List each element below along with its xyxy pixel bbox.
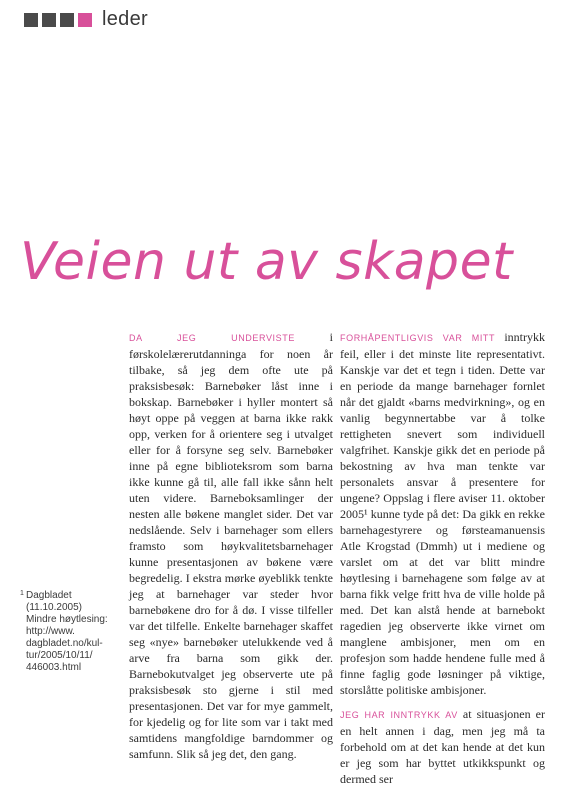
paragraph-lead: FORHÅPENTLIGVIS VAR MITT [340, 333, 496, 343]
section-header [24, 8, 148, 31]
paragraph-lead: JEG HAR INNTRYKK AV [340, 710, 458, 720]
footnote-text: Dagbladet (11.10.2005) Mindre høytlesing: http://www. dagbladet.no/kul- tur/2005/10/11/ 446003.html [26, 590, 108, 673]
article-paragraph [129, 329, 333, 762]
article-paragraph [340, 706, 545, 787]
article-headline: Veien ut av skapet [20, 232, 513, 292]
footnote [20, 590, 120, 674]
header-square [60, 13, 74, 27]
article-paragraph [340, 329, 545, 698]
footnote-number: 1 [20, 590, 24, 597]
paragraph-lead: DA JEG UNDERVISTE [129, 333, 295, 343]
article-column-right [340, 329, 545, 787]
paragraph-text: inntrykk feil, eller i det minste lite representativt. Kanskje var det et tegn i tiden. Dette var en periode da mange barnehager fornlet når det gjaldt «barns medvirkning», og en vanlig begynnertabbe var å tolke rettigheten snevert som individuell valgfrihet. Kanskje gikk det en periode på bekostning av hva man tenkte var personalets ansvar å presentere for ungene? Oppslag i flere aviser 11. oktober 2005¹ kunne tyde på det: Da gikk en rekke barnehagestyrere og førsteamanuensis Atle Krogstad (Dmmh) ut i mediene og varslet om at det var blitt mindre høytlesing i barnehagene som følge av at barna fikk velge fritt hva de ville holde på med. Det kan alstå hende at barnebokt ragedien jeg observerte ikke virnet om manglene ambisjoner, men om en profesjon som hadde hendene fulle med å finne faglig gode løsninger på viktige, storslåtte politiske ambisjoner. [340, 330, 545, 697]
paragraph-text: at situasjonen er en helt annen i dag, men jeg må ta forbehold om at det kan hende at det kun er jeg som har byttet utkikkspunkt og dermed ser [340, 707, 545, 786]
article-column-left [129, 329, 333, 762]
header-square [24, 13, 38, 27]
paragraph-text: i førskolelærerutdanninga for noen år tilbake, så jeg dem ofte ute på praksisbesøk: Barnebøker låst inne i bokskap. Barnebøker i hyller montert så høyt oppe på veggen at barna ikke rakk opp, verken for å orientere seg i utvalget eller for å forsyne seg selv. Barnebøker inne på egne biblioteksrom som barna ikke kunne gå til, alle fall ikke sånn helt uten videre. Barneboksamlinger der nesten alle bøkene manglet sider. Det var nedslående. Selv i barnehager som ellers framsto som høykvalitetsbarnehager kunne presentasjonen av bøkene være begredelig. I ekstra mørke øyeblikk tenkte jeg at barnehager var steder hvor barnebøkene dro for å dø. I visse tilfeller var det tilfelle. Enkelte barnehager skaffet seg «nye» barnebøker utelukkende ved å arve fra barna som gikk der. Barnebokutvalget jeg observerte ute på praksisbesøk sto gjerne i stil med presentasjonen. Det var for mye gammelt, for kjedelig og for lite som var i takt med samtidens mangfoldige barndommer og samfunn. Slik så jeg det, den gang. [129, 330, 333, 761]
header-square [42, 13, 56, 27]
header-square-accent [78, 13, 92, 27]
section-label: leder [102, 8, 148, 30]
